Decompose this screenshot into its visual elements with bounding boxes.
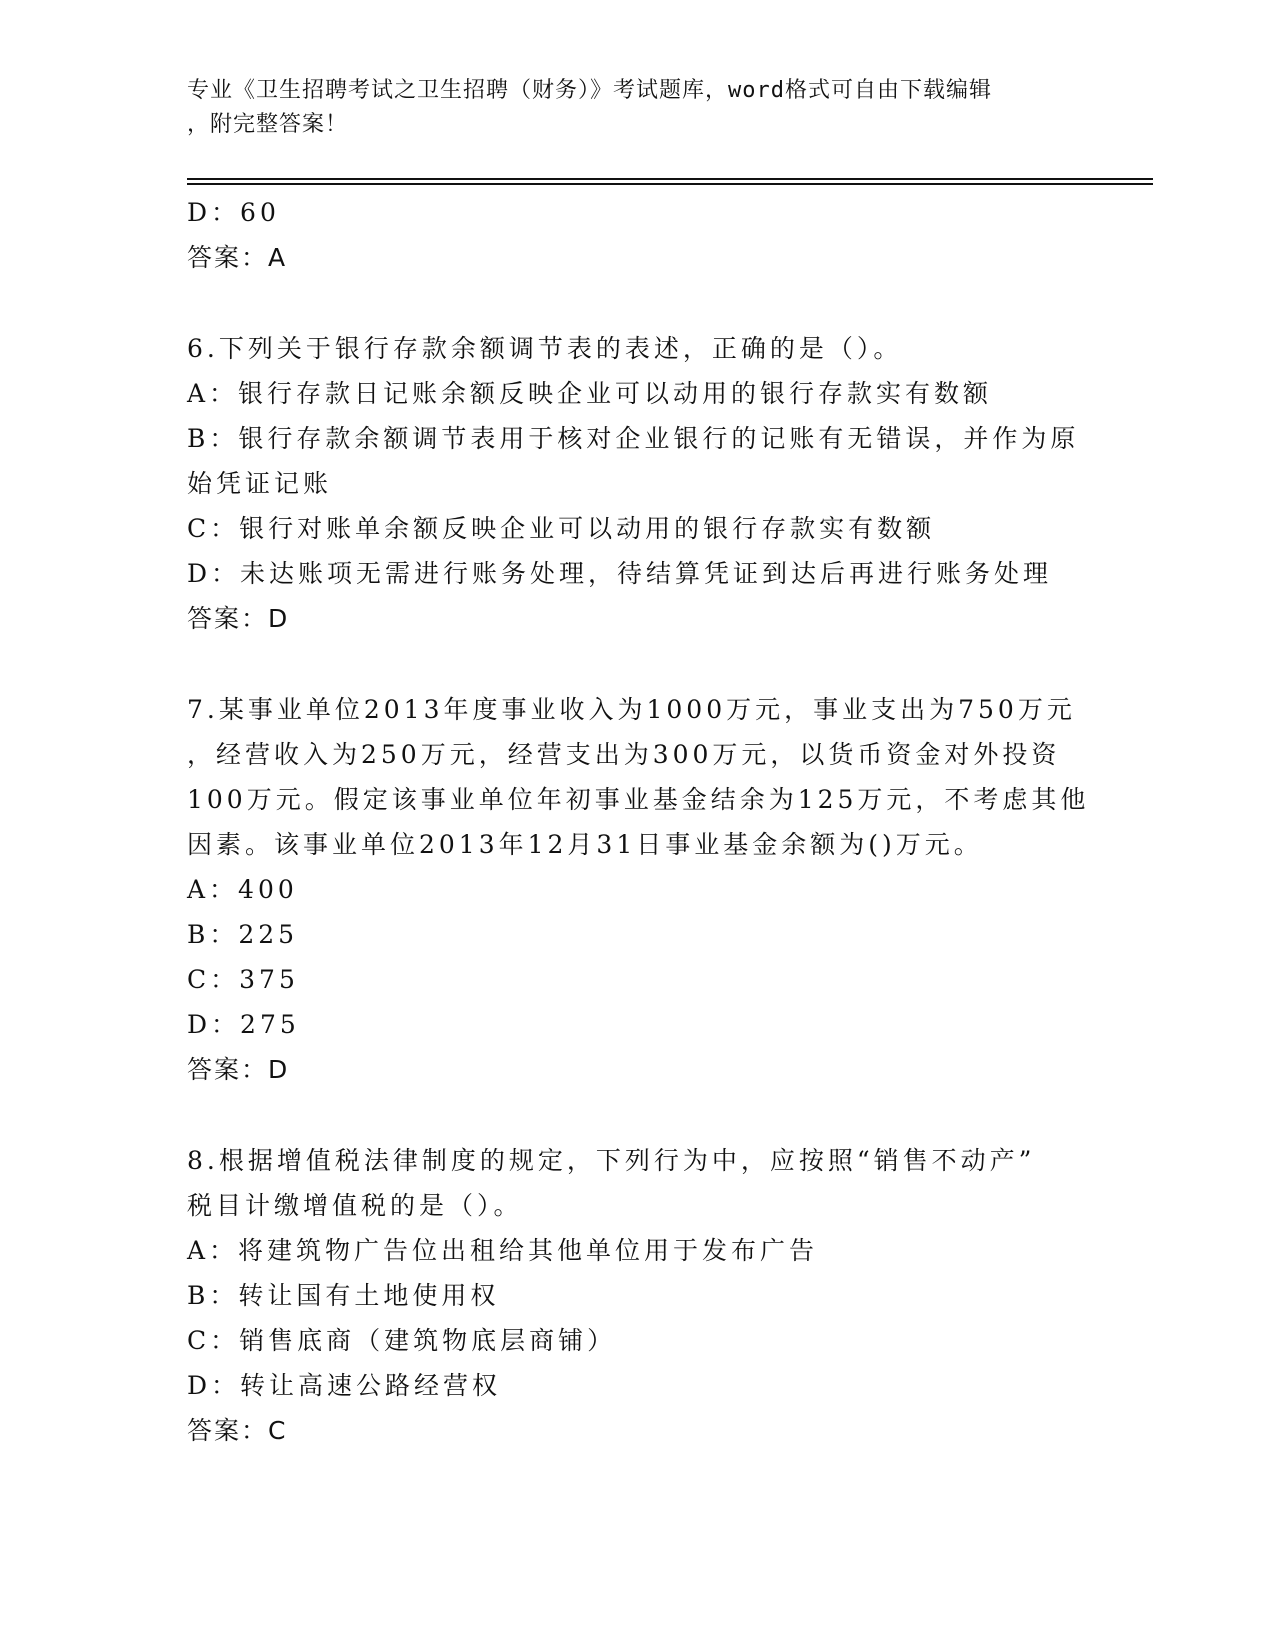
option-c: C：银行对账单余额反映企业可以动用的银行存款实有数额 [187, 514, 936, 543]
question-6 [187, 326, 1097, 641]
option-c: C：375 [187, 965, 299, 994]
question-7 [187, 687, 1097, 1092]
answer-line: 答案：D [187, 604, 290, 633]
question-stem-line-3: 100万元。假定该事业单位年初事业基金结余为125万元，不考虑其他 [187, 785, 1090, 814]
question-stem: 6.下列关于银行存款余额调节表的表述，正确的是（）。 [187, 334, 903, 363]
option-b-line-1: B：银行存款余额调节表用于核对企业银行的记账有无错误，并作为原 [187, 424, 1080, 453]
header-divider-bottom [187, 183, 1153, 185]
question-5-tail [187, 190, 1097, 280]
option-a: A：银行存款日记账余额反映企业可以动用的银行存款实有数额 [187, 379, 993, 408]
answer-line: 答案：C [187, 1416, 288, 1445]
question-stem-line-4: 因素。该事业单位2013年12月31日事业基金余额为()万元。 [187, 830, 983, 859]
option-a: A：400 [187, 875, 298, 904]
option-b: B：转让国有土地使用权 [187, 1281, 500, 1310]
option-c: C：销售底商（建筑物底层商铺） [187, 1326, 617, 1355]
question-8 [187, 1138, 1097, 1453]
spacer [187, 641, 1097, 687]
header-title-line-1: 专业《卫生招聘考试之卫生招聘（财务）》考试题库，word格式可自由下载编辑 [187, 78, 992, 103]
page-header [187, 74, 1067, 142]
spacer [187, 280, 1097, 326]
spacer [187, 1092, 1097, 1138]
header-title-line-2: ，附完整答案！ [187, 112, 349, 137]
option-b: B：225 [187, 920, 299, 949]
option-d: D：60 [187, 198, 280, 227]
question-stem-line-2: 税目计缴增值税的是（）。 [187, 1191, 523, 1220]
header-divider-top [187, 178, 1153, 180]
question-stem-line-1: 7.某事业单位2013年度事业收入为1000万元，事业支出为750万元 [187, 695, 1076, 724]
option-d: D：未达账项无需进行账务处理，待结算凭证到达后再进行账务处理 [187, 559, 1053, 588]
answer-line: 答案：D [187, 1055, 290, 1084]
question-list [187, 190, 1097, 1453]
option-b-line-2: 始凭证记账 [187, 469, 333, 498]
option-d: D：275 [187, 1010, 300, 1039]
option-d: D：转让高速公路经营权 [187, 1371, 502, 1400]
question-stem-line-1: 8.根据增值税法律制度的规定，下列行为中，应按照“销售不动产” [187, 1146, 1036, 1175]
answer-line: 答案：A [187, 243, 288, 272]
question-stem-line-2: ，经营收入为250万元，经营支出为300万元，以货币资金对外投资 [187, 740, 1061, 769]
option-a: A：将建筑物广告位出租给其他单位用于发布广告 [187, 1236, 819, 1265]
